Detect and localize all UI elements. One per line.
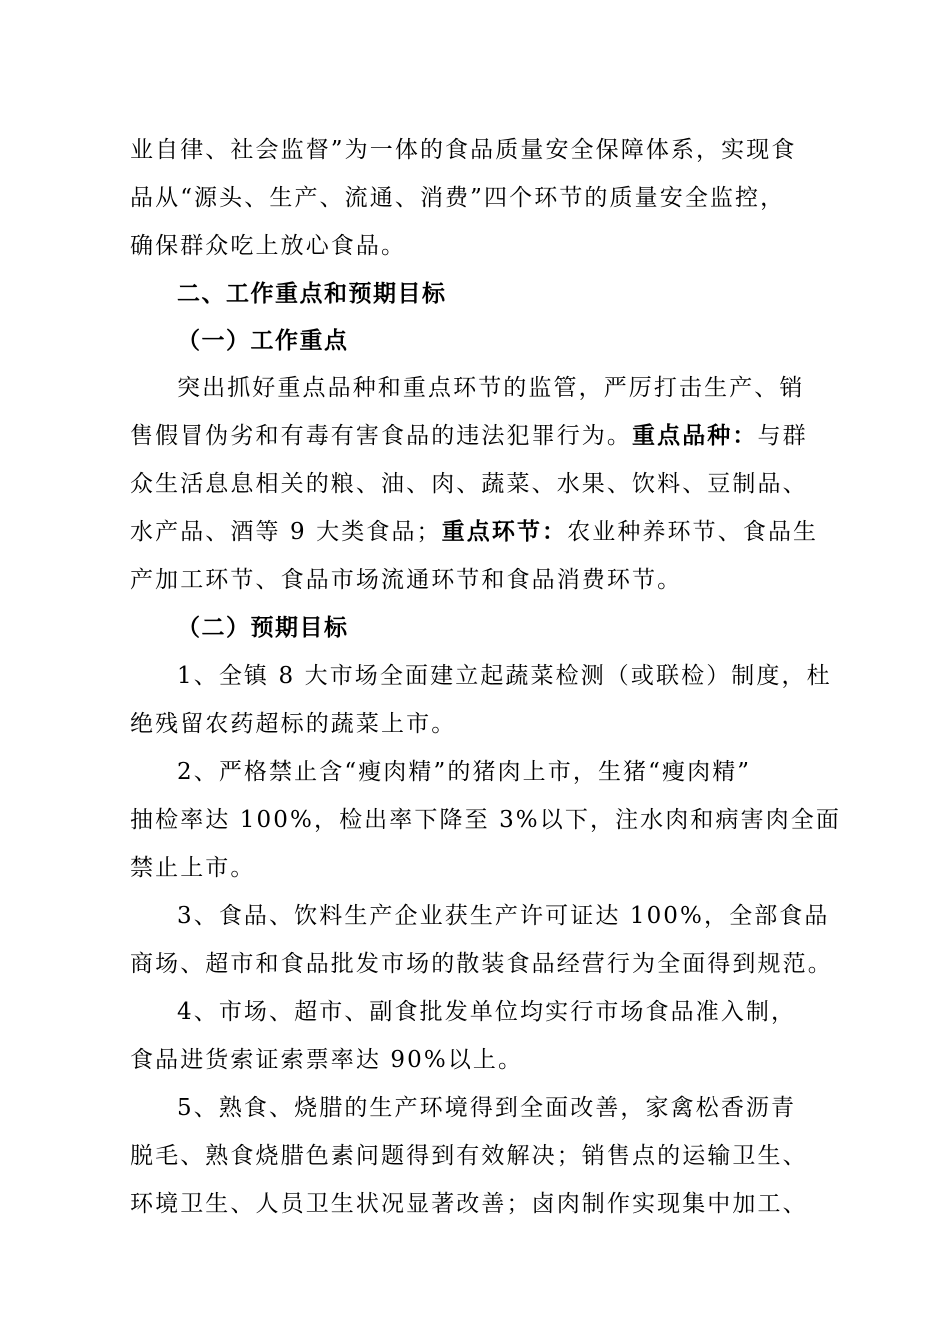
paragraph-line: 绝残留农药超标的蔬菜上市。	[130, 711, 457, 737]
paragraph-text: 售假冒伪劣和有毒有害食品的违法犯罪行为。	[130, 423, 632, 449]
paragraph-line: 5、熟食、烧腊的生产环境得到全面改善，家禽松香沥青	[177, 1095, 797, 1121]
bold-term: 重点环节：	[441, 519, 568, 545]
paragraph-text: 与群	[757, 423, 808, 449]
paragraph-line: 产加工环节、食品市场流通环节和食品消费环节。	[130, 567, 683, 593]
paragraph-line: 抽检率达 100%，检出率下降至 3%以下，注水肉和病害肉全面	[130, 807, 841, 833]
subsection-heading: （二）预期目标	[177, 615, 349, 641]
paragraph-text: 农业种养环节、食品生	[567, 519, 819, 545]
paragraph-line	[130, 421, 808, 451]
paragraph-line: 2、严格禁止含“瘦肉精”的猪肉上市，生猪“瘦肉精”	[177, 759, 752, 785]
paragraph-line: 3、食品、饮料生产企业获生产许可证达 100%，全部食品	[177, 903, 830, 929]
paragraph-line: 商场、超市和食品批发市场的散装食品经营行为全面得到规范。	[130, 951, 833, 977]
paragraph-line: 1、全镇 8 大市场全面建立起蔬菜检测（或联检）制度，杜	[177, 663, 832, 689]
subsection-heading: （一）工作重点	[177, 328, 349, 354]
paragraph-line: 突出抓好重点品种和重点环节的监管，严厉打击生产、销	[177, 375, 805, 401]
paragraph-line: 禁止上市。	[130, 855, 256, 881]
paragraph-text: 水产品、酒等 9 大类食品；	[130, 519, 442, 545]
paragraph-line: 确保群众吃上放心食品。	[130, 233, 407, 259]
paragraph-line: 食品进货索证索票率达 90%以上。	[130, 1047, 524, 1073]
paragraph-line: 品从“源头、生产、流通、消费”四个环节的质量安全监控，	[130, 185, 786, 211]
paragraph-line: 4、市场、超市、副食批发单位均实行市场食品准入制，	[177, 999, 797, 1025]
paragraph-line: 环境卫生、人员卫生状况显著改善；卤肉制作实现集中加工、	[130, 1191, 808, 1217]
bold-term: 重点品种：	[632, 423, 758, 449]
paragraph-line: 众生活息息相关的粮、油、肉、蔬菜、水果、饮料、豆制品、	[130, 471, 808, 497]
paragraph-line: 业自律、社会监督”为一体的食品质量安全保障体系，实现食	[130, 137, 797, 163]
paragraph-line: 脱毛、熟食烧腊色素问题得到有效解决；销售点的运输卫生、	[130, 1143, 808, 1169]
paragraph-line	[130, 517, 818, 547]
section-heading: 二、工作重点和预期目标	[177, 281, 447, 307]
